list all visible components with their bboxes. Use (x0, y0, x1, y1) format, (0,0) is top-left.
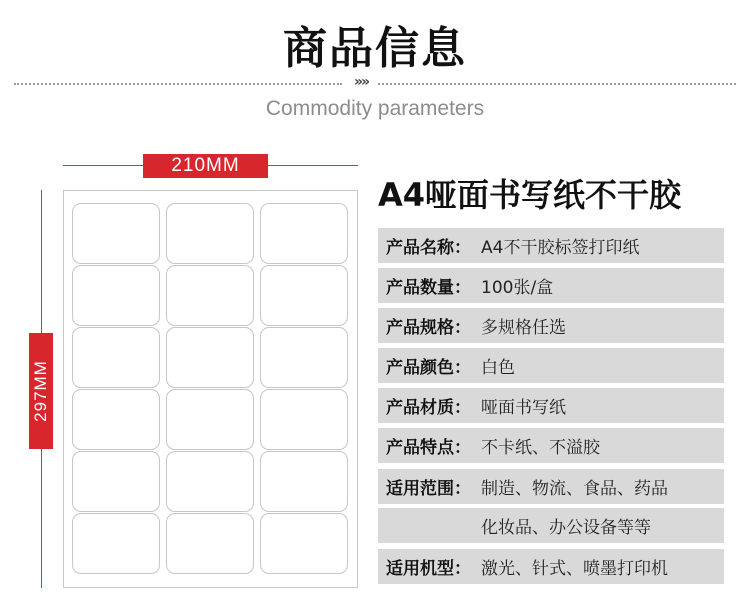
spec-value: 哑面书写纸 (481, 398, 566, 418)
spec-row (378, 228, 724, 263)
spec-value: 激光、针式、喷墨打印机 (481, 559, 668, 579)
spec-row (378, 348, 724, 383)
label-cell (260, 513, 348, 574)
label-cell (72, 513, 160, 574)
divider-right (378, 83, 736, 85)
spec-row (378, 469, 724, 504)
spec-key: 产品特点： (386, 438, 471, 458)
label-cell (166, 327, 254, 388)
label-cell (260, 389, 348, 450)
label-cell (72, 265, 160, 326)
spec-key: 产品颜色： (386, 358, 471, 378)
spec-row (378, 428, 724, 463)
spec-value: 化妆品、办公设备等等 (481, 518, 651, 538)
spec-row (378, 308, 724, 343)
spec-value: 白色 (481, 358, 515, 378)
spec-value: 制造、物流、食品、药品 (481, 479, 668, 499)
spec-key: 产品名称： (386, 238, 471, 258)
label-cell (72, 389, 160, 450)
height-dimension-text: 297MM (31, 360, 50, 422)
spec-key: 适用范围： (386, 479, 471, 499)
label-sheet (63, 190, 358, 588)
label-cell (260, 327, 348, 388)
label-cell (166, 265, 254, 326)
divider-left (14, 83, 342, 85)
spec-key: 产品规格： (386, 318, 471, 338)
spec-value: 不卡纸、不溢胶 (481, 438, 600, 458)
label-cell (72, 451, 160, 512)
spec-row-continuation (378, 508, 724, 543)
section-title: 商品信息 (283, 23, 467, 74)
label-cell (166, 513, 254, 574)
section-subtitle: Commodity parameters (265, 97, 485, 120)
label-cell (72, 327, 160, 388)
product-title: A4哑面书写纸不干胶 (378, 176, 682, 214)
label-cell (260, 265, 348, 326)
spec-value: A4不干胶标签打印纸 (481, 238, 640, 258)
label-cell (166, 451, 254, 512)
spec-row (378, 268, 724, 303)
spec-value: 多规格任选 (481, 318, 566, 338)
label-cell (72, 203, 160, 264)
spec-row (378, 549, 724, 584)
label-cell (166, 203, 254, 264)
label-cell (260, 203, 348, 264)
label-cell (260, 451, 348, 512)
spec-key: 适用机型： (386, 559, 471, 579)
spec-value: 100张/盒 (481, 278, 554, 298)
spec-row (378, 388, 724, 423)
spec-key: 产品数量： (386, 278, 471, 298)
width-dimension-badge: 210MM (143, 154, 268, 178)
spec-key: 产品材质： (386, 398, 471, 418)
label-cell (166, 389, 254, 450)
chevron-double-right-icon: »» (353, 74, 369, 90)
height-dimension-badge (29, 333, 53, 449)
